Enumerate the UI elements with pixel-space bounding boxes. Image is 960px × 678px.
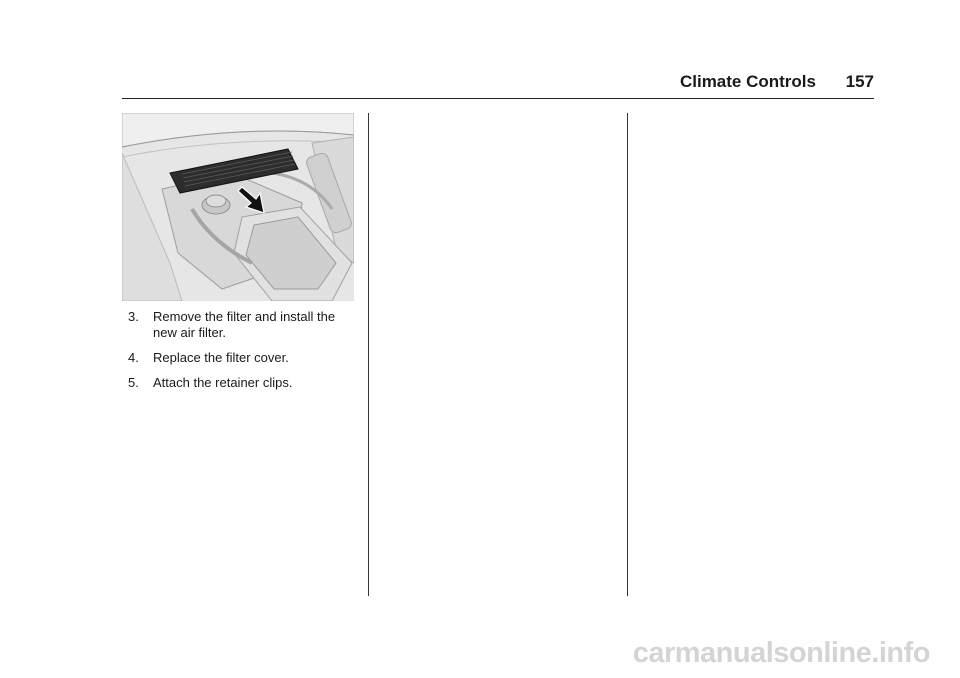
step-number: 5. [128, 375, 139, 390]
page-number: 157 [845, 72, 874, 91]
step-text: Remove the filter and install the new air filter. [153, 309, 336, 340]
column-divider-right [627, 113, 628, 596]
step-text: Replace the filter cover. [153, 350, 289, 365]
cabin-air-filter-illustration [122, 113, 354, 301]
list-item [128, 350, 360, 366]
list-item [128, 309, 360, 341]
column-divider-left [368, 113, 369, 596]
list-item [128, 375, 360, 391]
step-number: 3. [128, 309, 139, 324]
instruction-steps [128, 309, 360, 400]
step-text: Attach the retainer clips. [153, 375, 293, 390]
header-rule [122, 98, 874, 99]
page-header [0, 72, 874, 94]
watermark: carmanualsonline.info [632, 637, 930, 669]
step-number: 4. [128, 350, 139, 365]
section-title: Climate Controls [679, 72, 816, 91]
